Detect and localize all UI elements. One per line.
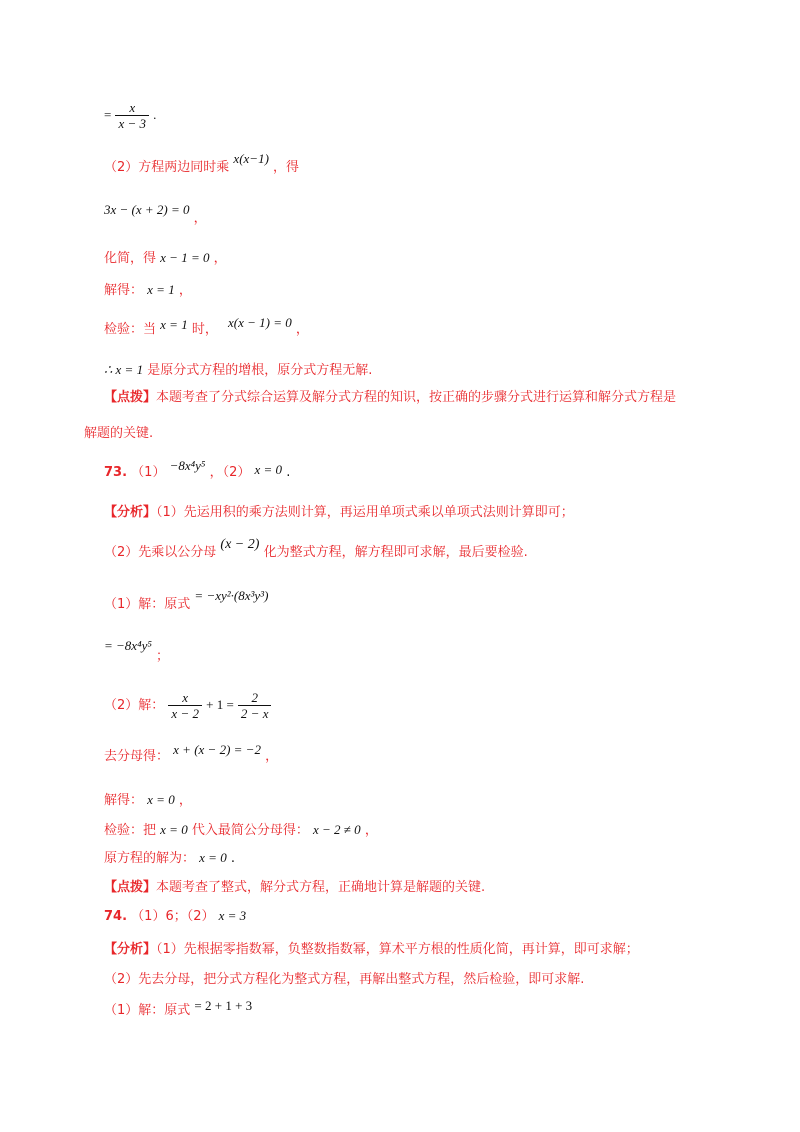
solution-73-2: （2）解： $\frac{x}{x - 2}$ + 1 = $\frac{2}{2 - x}$ bbox=[104, 690, 271, 721]
solution-73-1: （1）解：原式 = −xy²·(8x³y³) bbox=[104, 588, 269, 612]
solution-73-answer: 原方程的解为： x = 0 . bbox=[104, 850, 235, 866]
line-check: 检验：当 x = 1 时， x(x − 1) = 0 ， bbox=[104, 315, 309, 337]
analysis-73-part2: （2）先乘以公分母 (x − 2) 化为整式方程，解方程即可求解，最后要检验. bbox=[104, 537, 528, 560]
solution-73-1-result: = −8x⁴y⁵ ； bbox=[104, 638, 170, 664]
question-74-answer: 74. （1）6；（2） x = 3 bbox=[104, 908, 247, 924]
line-simplify: 化简，得 x − 1 = 0 ， bbox=[104, 250, 227, 266]
line-equation: 3x − (x + 2) = 0 ， bbox=[104, 202, 207, 226]
solution-73-check: 检验：把 x = 0 代入最简公分母得： x − 2 ≠ 0 ， bbox=[104, 822, 378, 838]
tip-72: 【点拨】本题考查了分式综合运算及解分式方程的知识，按正确的步骤分式进行运算和解分式方程是 bbox=[104, 390, 677, 405]
fraction: $\frac{2}{2 - x}$ bbox=[238, 690, 272, 721]
solution-73-clear-denominator: 去分母得： x + (x − 2) = −2 ， bbox=[104, 742, 279, 764]
line-fraction-result: = $\frac{x}{x - 3}$ . bbox=[104, 100, 157, 131]
question-73-answer: 73. （1） −8x⁴y⁵ ，（2） x = 0 . bbox=[104, 458, 291, 480]
tip-73: 【点拨】本题考查了整式，解分式方程，正确地计算是解题的关键. bbox=[104, 880, 486, 895]
line-solution: 解得： x = 1 ， bbox=[104, 282, 192, 298]
line-step-multiply: （2）方程两边同时乘 x(x−1) ，得 bbox=[104, 151, 300, 175]
analysis-73: 【分析】（1）先运用积的乘方法则计算，再运用单项式乘以单项式法则计算即可； bbox=[104, 505, 574, 520]
analysis-74: 【分析】（1）先根据零指数幂，负整数指数幂，算术平方根的性质化简，再计算，即可求解； bbox=[104, 942, 639, 957]
analysis-74-part2: （2）先去分母，把分式方程化为整式方程，再解出整式方程，然后检验，即可求解. bbox=[104, 972, 585, 987]
tip-72-cont: 解题的关键. bbox=[84, 426, 154, 441]
solution-74-1: （1）解：原式 = 2 + 1 + 3 bbox=[104, 998, 253, 1018]
solution-73-solve: 解得： x = 0 ， bbox=[104, 792, 192, 808]
fraction: $\frac{x}{x - 3}$ bbox=[115, 100, 149, 131]
fraction: $\frac{x}{x - 2}$ bbox=[168, 690, 202, 721]
line-conclusion: ∴ x = 1 是原分式方程的增根，原分式方程无解. bbox=[104, 362, 373, 378]
